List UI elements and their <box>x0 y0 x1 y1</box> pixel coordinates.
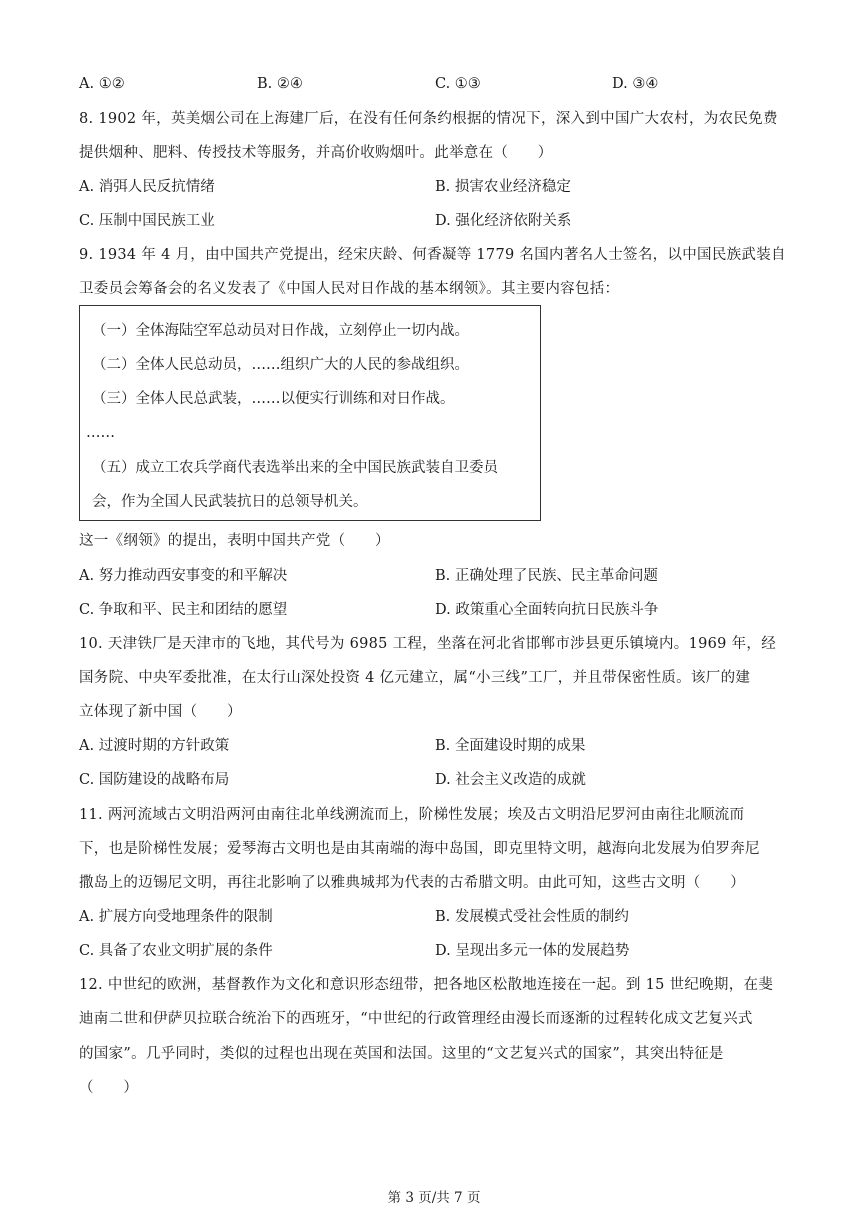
q9-box-line-6: 会，作为全国人民武装抗日的总领导机关。 <box>92 494 368 510</box>
q9-option-a: A. 努力推动西安事变的和平解决 <box>79 568 288 584</box>
q10-option-d: D. 社会主义改造的成就 <box>435 772 586 788</box>
q9-option-c: C. 争取和平、民主和团结的愿望 <box>79 602 288 618</box>
q10-option-c: C. 国防建设的战略布局 <box>79 772 230 788</box>
q7-option-a: A. ①② <box>79 76 125 92</box>
q9-option-b: B. 正确处理了民族、民主革命问题 <box>435 568 658 584</box>
q9-option-d: D. 政策重心全面转向抗日民族斗争 <box>435 602 659 618</box>
q10-stem-line-1: 10. 天津铁厂是天津市的飞地，其代号为 6985 工程，坐落在河北省邯郸市涉县更乐镇境内。1969 年，经 <box>79 636 776 652</box>
q8-option-d: D. 强化经济依附关系 <box>435 213 572 229</box>
q9-stem-line-1: 9. 1934 年 4 月，由中国共产党提出，经宋庆龄、何香凝等 1779 名国内著名人士签名，以中国民族武装自 <box>79 247 786 263</box>
q10-option-b: B. 全面建设时期的成果 <box>435 738 586 754</box>
q11-stem-line-3: 撒岛上的迈锡尼文明，再往北影响了以雅典城邦为代表的古希腊文明。由此可知，这些古文明（ ） <box>79 875 745 891</box>
q10-option-a: A. 过渡时期的方针政策 <box>79 738 230 754</box>
q11-option-a: A. 扩展方向受地理条件的限制 <box>79 909 273 925</box>
q8-option-a: A. 消弭人民反抗情绪 <box>79 179 215 195</box>
q9-box-line-3: （三）全体人民总武装，……以便实行训练和对日作战。 <box>92 391 455 407</box>
q9-box-line-2: （二）全体人民总动员，……组织广大的人民的参战组织。 <box>92 357 469 373</box>
q7-option-c: C. ①③ <box>435 76 481 92</box>
q10-stem-line-2: 国务院、中央军委批准，在太行山深处投资 4 亿元建立，属“小三线”工厂，并且带保密性质。该厂的建 <box>79 670 751 686</box>
q12-stem-line-1: 12. 中世纪的欧洲，基督教作为文化和意识形态纽带，把各地区松散地连接在一起。到 15 世纪晚期，在斐 <box>79 977 774 993</box>
q9-box-line-5: （五）成立工农兵学商代表选举出来的全中国民族武装自卫委员 <box>92 460 498 476</box>
q9-box-line-1: （一）全体海陆空军总动员对日作战，立刻停止一切内战。 <box>92 323 469 339</box>
q9-question: 这一《纲领》的提出，表明中国共产党（ ） <box>79 533 390 549</box>
q11-option-c: C. 具备了农业文明扩展的条件 <box>79 943 273 959</box>
q9-box-ellipsis: …… <box>86 425 115 441</box>
q9-stem-line-2: 卫委员会筹备会的名义发表了《中国人民对日作战的基本纲领》。其主要内容包括： <box>79 281 620 297</box>
q12-stem-line-3: 的国家”。几乎同时，类似的过程也出现在英国和法国。这里的“文艺复兴式的国家”，其突出特征是 <box>79 1046 724 1062</box>
page-footer: 第 3 页/共 7 页 <box>387 1190 481 1206</box>
q7-option-d: D. ③④ <box>612 76 659 92</box>
q8-option-b: B. 损害农业经济稳定 <box>435 179 571 195</box>
q7-option-b: B. ②④ <box>257 76 303 92</box>
q8-option-c: C. 压制中国民族工业 <box>79 213 215 229</box>
q10-stem-line-3: 立体现了新中国（ ） <box>79 704 242 720</box>
q11-option-d: D. 呈现出多元一体的发展趋势 <box>435 943 630 959</box>
q8-stem-line-2: 提供烟种、肥料、传授技术等服务，并高价收购烟叶。此举意在（ ） <box>79 145 553 161</box>
q11-stem-line-2: 下，也是阶梯性发展；爱琴海古文明也是由其南端的海中岛国，即克里特文明，越海向北发展为伯罗奔尼 <box>79 841 760 857</box>
q11-option-b: B. 发展模式受社会性质的制约 <box>435 909 629 925</box>
q8-stem-line-1: 8. 1902 年，英美烟公司在上海建厂后，在没有任何条约根据的情况下，深入到中国广大农村，为农民免费 <box>79 111 778 127</box>
q11-stem-line-1: 11. 两河流域古文明沿两河由南往北单线溯流而上，阶梯性发展；埃及古文明沿尼罗河由南往北顺流而 <box>79 807 745 823</box>
q12-stem-line-4: （ ） <box>79 1080 139 1096</box>
q12-stem-line-2: 迪南二世和伊萨贝拉联合统治下的西班牙，“中世纪的行政管理经由漫长而逐渐的过程转化成文艺复兴式 <box>79 1011 753 1027</box>
q9-source-box <box>79 305 541 521</box>
